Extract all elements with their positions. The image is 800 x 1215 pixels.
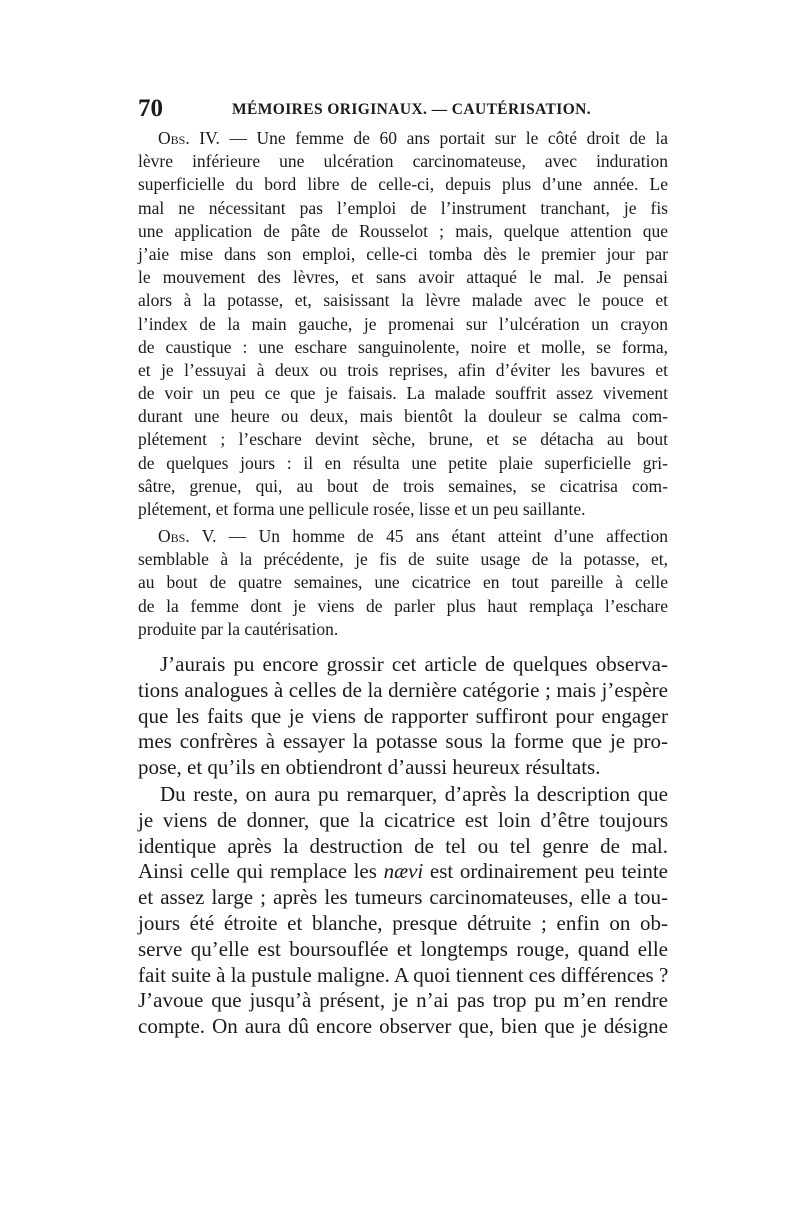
- text-line: et je l’essuyai à deux ou trois reprises, afin d’éviter les bavures et: [138, 359, 668, 380]
- text-line: sâtre, grenue, qui, au bout de trois semaines, se cicatrisa com-: [138, 475, 668, 496]
- observation-label: Obs. IV.: [158, 128, 220, 148]
- text-line: pose, et qu’ils en obtiendront d’aussi heureux résultats.: [138, 755, 601, 780]
- text-line: l’index de la main gauche, je promenai sur l’ulcération un crayon: [138, 313, 668, 334]
- text-line: jours été étroite et blanche, presque détruite ; enfin on ob-: [138, 910, 668, 935]
- paragraph-conclusion: [138, 652, 668, 781]
- running-head: MÉMOIRES ORIGINAUX. — CAUTÉRISATION.: [232, 101, 592, 118]
- text-line: j’aie mise dans son emploi, celle-ci tomba dès le premier jour par: [138, 243, 668, 264]
- text-line: semblable à la précédente, je fis de suite usage de la potasse, et,: [138, 549, 668, 570]
- text-line: Obs. IV. — Une femme de 60 ans portait sur le côté droit de la: [158, 128, 668, 148]
- text-line: J’aurais pu encore grossir cet article de quelques observa-: [160, 652, 668, 676]
- text-line: que les faits que je viens de rapporter suffiront pour engager: [138, 703, 668, 728]
- text-line: tions analogues à celles de la dernière catégorie ; mais j’espère: [138, 677, 668, 702]
- text-line: le mouvement des lèvres, et sans avoir attaqué le mal. Je pensai: [138, 267, 668, 288]
- text-line: je viens de donner, que la cicatrice est loin d’être toujours: [138, 807, 668, 832]
- text-line: serve qu’elle est boursouflée et longtemps rouge, quand elle: [138, 936, 668, 961]
- text-line: mal ne nécessitant pas l’emploi de l’instrument tranchant, je fis: [138, 197, 668, 218]
- page-header: [138, 94, 668, 124]
- text-line: au bout de quatre semaines, une cicatrice en tout pareille à celle: [138, 572, 668, 593]
- text-line: Obs. V. — Un homme de 45 ans étant atteint d’une affection: [158, 526, 668, 546]
- page-number: 70: [138, 95, 163, 122]
- text-line: mes confrères à essayer la potasse sous la forme que je pro-: [138, 729, 668, 754]
- text-line: plétement, et forma une pellicule rosée, lisse et un peu saillante.: [138, 499, 586, 519]
- text-line: de quelques jours : il en résulta une petite plaie superficielle gri-: [138, 452, 668, 473]
- text-line: durant une heure ou deux, mais bientôt la douleur se calma com-: [138, 406, 668, 427]
- italic-term: nævi: [383, 859, 424, 884]
- text-line: alors à la potasse, et, saisissant la lèvre malade avec le pouce et: [138, 290, 668, 311]
- observation-label: Obs. V.: [158, 526, 217, 546]
- text-line: identique après la destruction de tel ou tel genre de mal.: [138, 833, 668, 858]
- text-line: J’avoue que jusqu’à présent, je n’ai pas trop pu m’en rendre: [138, 988, 668, 1013]
- text-line: Du reste, on aura pu remarquer, d’après la description que: [160, 782, 668, 806]
- text-line: Ainsi celle qui remplace les nævi est ordinairement peu teinte: [138, 859, 668, 884]
- text-line: compte. On aura dû encore observer que, bien que je désigne: [138, 1014, 668, 1039]
- text-line: de caustique : une eschare sanguinolente, noire et molle, se forma,: [138, 336, 668, 357]
- observation-4: [138, 127, 668, 521]
- text-line: superficielle du bord libre de celle-ci, depuis plus d’une année. Le: [138, 174, 668, 195]
- text-line: de voir un peu ce que je faisais. La malade souffrit assez vivement: [138, 383, 668, 404]
- text-line: lèvre inférieure une ulcération carcinomateuse, avec induration: [138, 151, 668, 172]
- observation-5: [138, 525, 668, 641]
- text-line: plétement ; l’eschare devint sèche, brune, et se détacha au bout: [138, 429, 668, 450]
- paragraph-cicatrice: [138, 782, 668, 1040]
- text-line: et assez large ; après les tumeurs carcinomateuses, elle a tou-: [138, 885, 668, 910]
- text-line: de la femme dont je viens de parler plus haut remplaça l’eschare: [138, 595, 668, 616]
- text-line: une application de pâte de Rousselot ; mais, quelque attention que: [138, 220, 668, 241]
- text-line: fait suite à la pustule maligne. A quoi tiennent ces différences ?: [138, 962, 669, 987]
- text-line: produite par la cautérisation.: [138, 618, 339, 639]
